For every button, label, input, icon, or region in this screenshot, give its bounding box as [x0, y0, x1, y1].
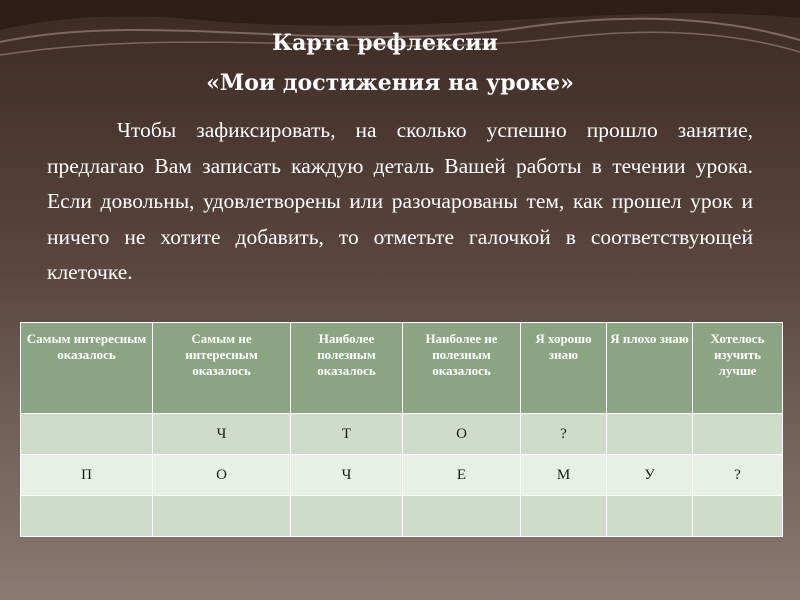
header-cell: Я хорошо знаю	[521, 323, 607, 414]
table-cell[interactable]: О	[153, 455, 291, 496]
table-header-row	[21, 323, 783, 414]
table-cell[interactable]: Ч	[153, 414, 291, 455]
table-cell[interactable]: ?	[521, 414, 607, 455]
table-row	[21, 455, 783, 496]
table-cell[interactable]	[291, 496, 403, 537]
header-cell: Самым интересным оказалось	[21, 323, 153, 414]
table-row	[21, 496, 783, 537]
header-cell: Хотелось изучить лучше	[693, 323, 783, 414]
decorative-swoosh	[0, 0, 800, 120]
reflection-table	[20, 322, 783, 537]
table-cell[interactable]	[521, 496, 607, 537]
header-cell: Наиболее полезным оказалось	[291, 323, 403, 414]
table-cell[interactable]: Ч	[291, 455, 403, 496]
header-cell: Наиболее не полезным оказалось	[403, 323, 521, 414]
table-cell[interactable]: Е	[403, 455, 521, 496]
table-cell[interactable]: О	[403, 414, 521, 455]
table-cell[interactable]: Т	[291, 414, 403, 455]
table-cell[interactable]: У	[607, 455, 693, 496]
table-cell[interactable]	[607, 496, 693, 537]
table-cell[interactable]	[21, 414, 153, 455]
table-cell[interactable]	[693, 414, 783, 455]
table-cell[interactable]	[403, 496, 521, 537]
table-cell[interactable]	[21, 496, 153, 537]
page-subtitle: «Мои достижения на уроке»	[206, 70, 574, 96]
header-cell: Я плохо знаю	[607, 323, 693, 414]
page-title: Карта рефлексии	[272, 30, 498, 56]
table-cell[interactable]	[607, 414, 693, 455]
table-cell[interactable]: П	[21, 455, 153, 496]
table-cell[interactable]: М	[521, 455, 607, 496]
instructions-paragraph: Чтобы зафиксировать, на сколько успешно прошло занятие, предлагаю Вам записать каждую деталь Вашей работы в течении урока. Если довольны, удовлетворены или разочарованы тем, как прошел урок и ничего не хотите добавить, то отметьте галочкой в соответствующей клеточке.	[47, 118, 753, 284]
table-row	[21, 414, 783, 455]
table-cell[interactable]	[153, 496, 291, 537]
table-cell[interactable]	[693, 496, 783, 537]
table-cell[interactable]: ?	[693, 455, 783, 496]
header-cell: Самым не интересным оказалось	[153, 323, 291, 414]
